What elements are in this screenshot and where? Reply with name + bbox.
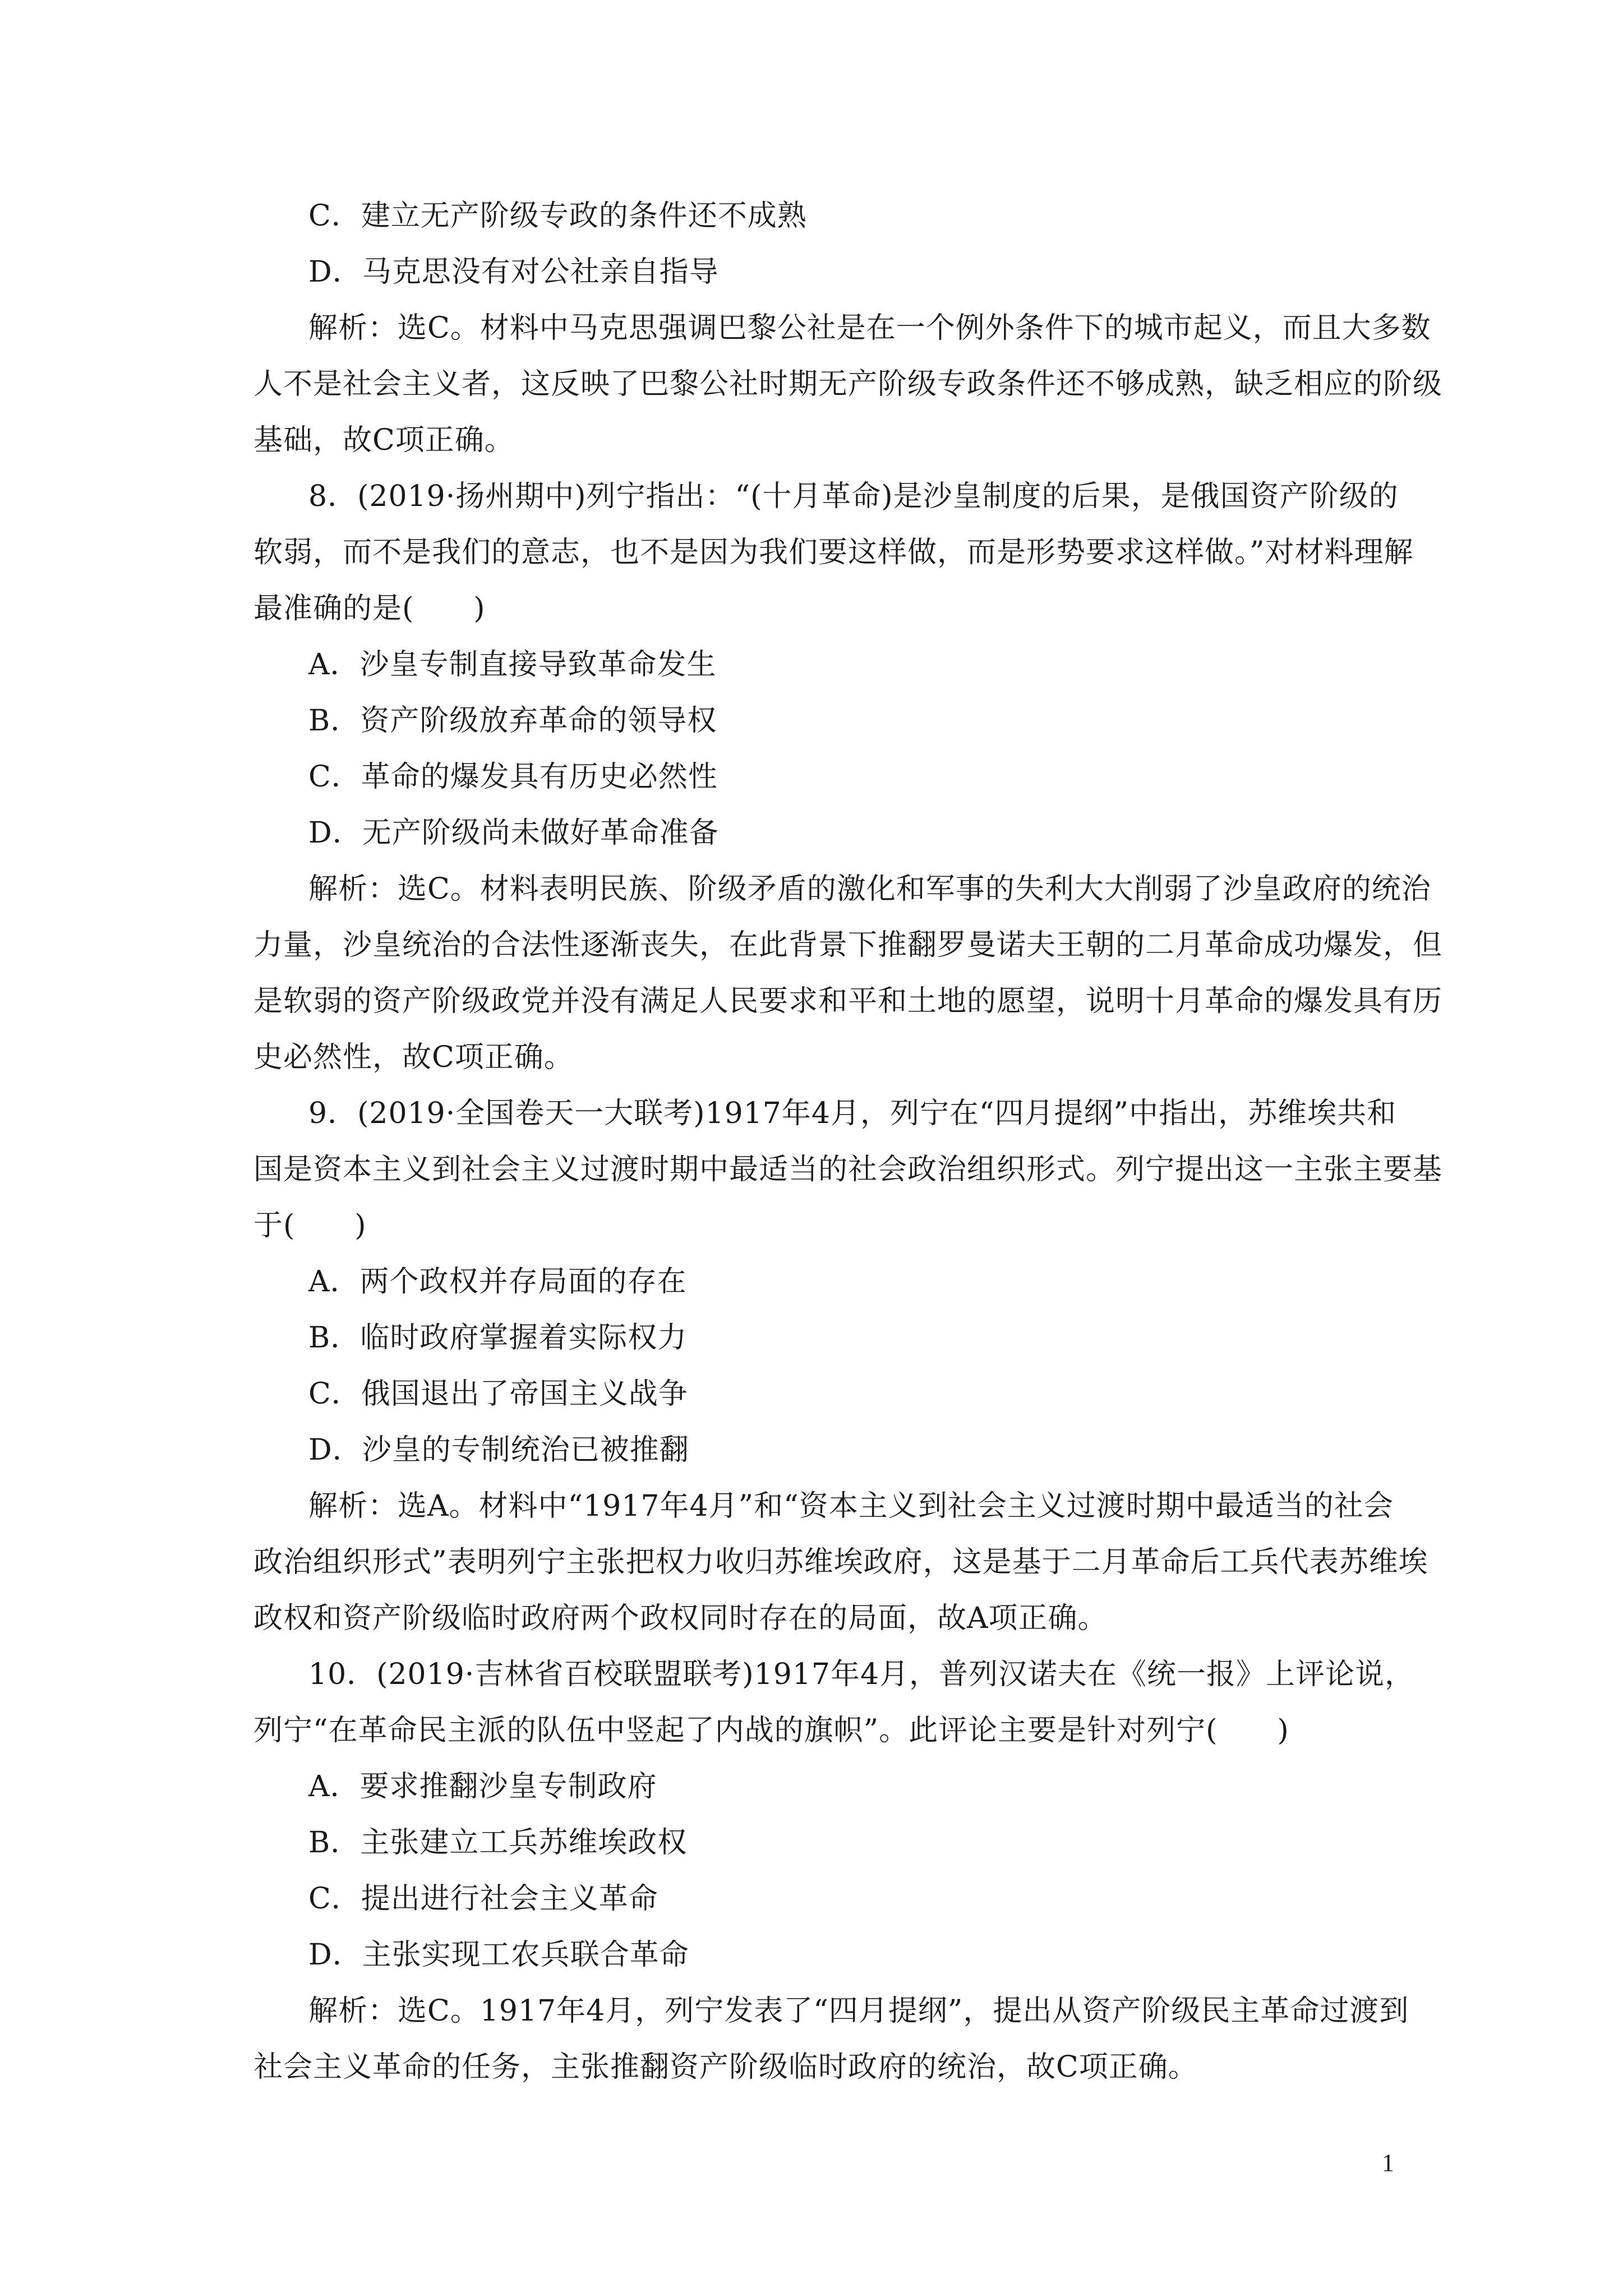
q7-option-d: D．马克思没有对公社亲自指导 xyxy=(308,255,719,289)
q10-option-d: D．主张实现工农兵联合革命 xyxy=(308,1938,689,1972)
q8-option-b: B．资产阶级放弃革命的领导权 xyxy=(308,704,717,738)
page-number: 1 xyxy=(1382,2149,1394,2177)
q9-analysis-line: 政权和资产阶级临时政府两个政权同时存在的局面，故A项正确。 xyxy=(253,1602,1108,1635)
q10-stem-line: 10．(2019·吉林省百校联盟联考)1917年4月，普列汉诺夫在《统一报》上评论说， xyxy=(308,1658,1415,1691)
q9-analysis-line: 政治组织形式”表明列宁主张把权力收归苏维埃政府，这是基于二月革命后工兵代表苏维埃 xyxy=(253,1545,1428,1579)
q7-analysis-line: 人不是社会主义者，这反映了巴黎公社时期无产阶级专政条件还不够成熟，缺乏相应的阶级 xyxy=(253,367,1443,401)
q8-stem-line: 软弱，而不是我们的意志，也不是因为我们要这样做，而是形势要求这样做。”对材料理解 xyxy=(253,536,1414,569)
q7-option-c: C．建立无产阶级专政的条件还不成熟 xyxy=(308,199,807,233)
q8-option-c: C．革命的爆发具有历史必然性 xyxy=(308,760,718,794)
q7-analysis-line: 解析：选C。材料中马克思强调巴黎公社是在一个例外条件下的城市起义，而且大多数 xyxy=(308,311,1431,345)
q8-stem-line: 8．(2019·扬州期中)列宁指出：“(十月革命)是沙皇制度的后果，是俄国资产阶级的 xyxy=(308,480,1399,513)
q9-stem-line: 于( ) xyxy=(253,1209,367,1243)
q9-option-a: A．两个政权并存局面的存在 xyxy=(308,1265,687,1299)
q10-option-c: C．提出进行社会主义革命 xyxy=(308,1882,658,1916)
q8-option-a: A．沙皇专制直接导致革命发生 xyxy=(308,648,717,682)
q10-option-b: B．主张建立工兵苏维埃政权 xyxy=(308,1826,688,1860)
q8-analysis-line: 力量，沙皇统治的合法性逐渐丧失，在此背景下推翻罗曼诺夫王朝的二月革命成功爆发，但 xyxy=(253,928,1443,962)
q9-option-d: D．沙皇的专制统治已被推翻 xyxy=(308,1433,689,1467)
q9-stem-line: 9．(2019·全国卷天一大联考)1917年4月，列宁在“四月提纲”中指出，苏维埃共和 xyxy=(308,1097,1397,1130)
q8-analysis-line: 解析：选C。材料表明民族、阶级矛盾的激化和军事的失利大大削弱了沙皇政府的统治 xyxy=(308,872,1431,906)
q8-stem-line: 最准确的是( ) xyxy=(253,592,486,625)
q8-option-d: D．无产阶级尚未做好革命准备 xyxy=(308,816,719,850)
q8-analysis-line: 是软弱的资产阶级政党并没有满足人民要求和平和土地的愿望，说明十月革命的爆发具有历 xyxy=(253,984,1443,1018)
q9-stem-line: 国是资本主义到社会主义过渡时期中最适当的社会政治组织形式。列宁提出这一主张主要基 xyxy=(253,1153,1443,1186)
q9-analysis-line: 解析：选A。材料中“1917年4月”和“资本主义到社会主义过渡时期中最适当的社会 xyxy=(308,1489,1394,1523)
q9-option-b: B．临时政府掌握着实际权力 xyxy=(308,1321,688,1355)
q7-analysis-line: 基础，故C项正确。 xyxy=(253,424,514,457)
q10-analysis-line: 社会主义革命的任务，主张推翻资产阶级临时政府的统治，故C项正确。 xyxy=(253,2050,1198,2084)
q10-stem-line: 列宁“在革命民主派的队伍中竖起了内战的旗帜”。此评论主要是针对列宁( ) xyxy=(253,1714,1289,1747)
q9-option-c: C．俄国退出了帝国主义战争 xyxy=(308,1377,688,1411)
q8-analysis-line: 史必然性，故C项正确。 xyxy=(253,1041,574,1074)
page-content xyxy=(253,188,1443,2095)
q10-analysis-line: 解析：选C。1917年4月，列宁发表了“四月提纲”，提出从资产阶级民主革命过渡到 xyxy=(308,1994,1409,2028)
q10-option-a: A．要求推翻沙皇专制政府 xyxy=(308,1770,657,1803)
